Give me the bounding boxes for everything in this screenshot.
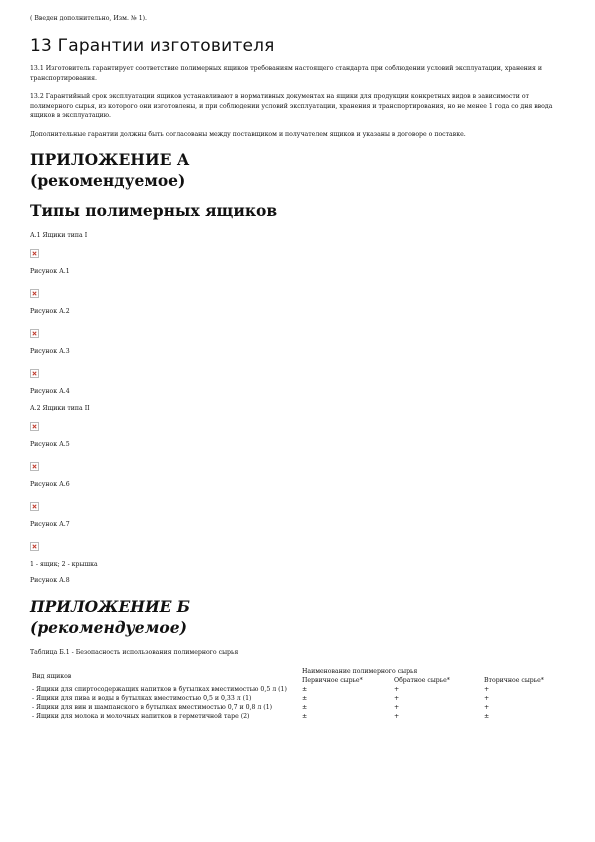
cell-primary: ± [302,713,308,720]
cell-secondary: + [484,686,490,693]
appendix-a-subtitle: Типы полимерных ящиков [30,201,278,220]
cell-secondary: + [484,704,490,711]
row-label: - Ящики для вин и шампанского в бутылках вместимостью 0,7 и 0,8 л (1) [32,704,273,711]
broken-image-icon [30,502,39,511]
appendix-b-title: ПРИЛОЖЕНИЕ Б [30,597,191,616]
broken-image-icon [30,329,39,338]
table-row [30,694,570,703]
group-type-1-label: А.1 Ящики типа I [30,232,88,239]
document-page [30,14,565,721]
figure-caption: Рисунок А.7 [30,521,70,528]
figure-caption: Рисунок А.4 [30,388,70,395]
cell-reverse: + [394,713,400,720]
column-header-reverse: Обратное сырье* [394,677,450,684]
column-group-header: Наименование полимерного сырья [302,668,418,675]
table-header-row [30,667,570,676]
column-header-secondary: Вторичное сырье* [484,677,544,684]
cell-secondary: + [484,695,490,702]
section-13-heading: 13 Гарантии изготовителя [30,36,275,56]
appendix-a-status: (рекомендуемое) [30,171,186,190]
figure-caption: Рисунок А.3 [30,348,70,355]
cell-reverse: + [394,695,400,702]
appendix-a-title: ПРИЛОЖЕНИЕ А [30,150,190,169]
figure-caption: Рисунок А.5 [30,441,70,448]
row-label: - Ящики для пива и воды в бутылках вместимостью 0,5 и 0,33 л (1) [32,695,252,702]
column-header-type: Вид ящиков [32,672,72,680]
paragraph-13-2: 13.2 Гарантийный срок эксплуатации ящиков устанавливают в нормативных документах на ящики для продукции конкретных видов в зависимости от полимерного сырья, из которого они изготовлены, и при соблюдении условий эксплуатации, хранения и транспортирования, но не менее 1 года со дня ввода ящиков в эксплуатацию. [30,93,553,119]
row-label: - Ящики для молока и молочных напитков в герметичной таре (2) [32,713,250,720]
cell-primary: ± [302,695,308,702]
column-header-primary: Первичное сырье* [302,677,363,684]
cell-reverse: + [394,686,400,693]
broken-image-icon [30,289,39,298]
broken-image-icon [30,542,39,551]
figure-caption: Рисунок А.8 [30,577,70,584]
cell-reverse: + [394,704,400,711]
table-row [30,685,570,694]
figure-caption: Рисунок А.2 [30,308,70,315]
cell-secondary: ± [484,713,490,720]
group-type-2-label: А.2 Ящики типа II [30,405,90,412]
amendment-note: ( Введен дополнительно, Изм. № 1). [30,15,148,22]
figure-caption: Рисунок А.1 [30,268,70,275]
cell-primary: ± [302,686,308,693]
figure-legend: 1 - ящик; 2 - крышка [30,561,98,568]
cell-primary: ± [302,704,308,711]
paragraph-13-1: 13.1 Изготовитель гарантирует соответствие полимерных ящиков требованиям настоящего стандарта при соблюдении условий эксплуатации, хранения и транспортирования. [30,65,543,82]
broken-image-icon [30,422,39,431]
row-label: - Ящики для спиртосодержащих напитков в бутылках вместимостью 0,5 л (1) [32,686,287,693]
table-title: Таблица Б.1 - Безопасность использования полимерного сырья [30,649,239,656]
figure-caption: Рисунок А.6 [30,481,70,488]
raw-material-table [30,667,570,721]
paragraph-additional: Дополнительные гарантии должны быть согласованы между поставщиком и получателем ящиков и указаны в договоре о поставке. [30,130,466,138]
table-row [30,712,570,721]
broken-image-icon [30,369,39,378]
table-row [30,703,570,712]
appendix-b-status: (рекомендуемое) [30,618,187,637]
broken-image-icon [30,462,39,471]
broken-image-icon [30,249,39,258]
